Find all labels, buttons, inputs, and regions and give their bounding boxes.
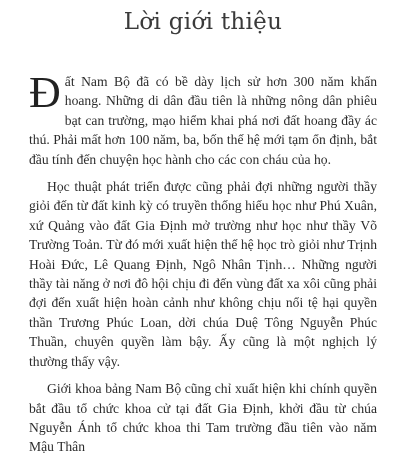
page-title: Lời giới thiệu [123, 9, 283, 35]
body-text [29, 68, 377, 457]
paragraph-1-text: ất Nam Bộ đã có bề dày lịch sử hơn 300 năm khẩn hoang. Những di dân đầu tiên là những nông dân phiêu bạt can trường, mạo hiểm khai phá nơi đất hoang đầy ác thú. Phải mất hơn 100 năm, ba, bốn thế hệ mới tạm ổn định, bắt đầu tính đến chuyện học hành cho các con cháu của họ. [29, 74, 377, 167]
paragraph-1 [29, 68, 377, 169]
drop-cap: Đ [29, 68, 61, 117]
paragraph-2: Học thuật phát triển được cũng phải đợi những người thầy giỏi đến từ đất kinh kỳ có truyền thống hiếu học như Phú Xuân, xứ Quảng vào đất Gia Định mở trường như học như thầy Võ Trường Toản. Từ đó mới xuất hiện thế hệ học trò giỏi như Trịnh Hoài Đức, Lê Quang Định, Ngô Nhân Tịnh… Những người thầy tài năng ở nơi đô hội chịu đi đến vùng đất xa xôi cũng phải đợi đến xuất hiện hoàn cảnh như không chịu nổi tệ hại quyền thần Trương Phúc Loan, dời chúa Duệ Tông Nguyễn Phúc Thuần, chuyên quyền làm bậy. Ấy cũng là một nghịch lý thường thấy vậy. [29, 179, 377, 369]
paragraph-3: Giới khoa bảng Nam Bộ cũng chỉ xuất hiện khi chính quyền bắt đầu tổ chức khoa cử tại đất Gia Định, khởi đầu từ chúa Nguyễn Ánh tổ chức khoa thi Tam trường đầu tiên vào năm Mậu Thân [29, 381, 377, 455]
